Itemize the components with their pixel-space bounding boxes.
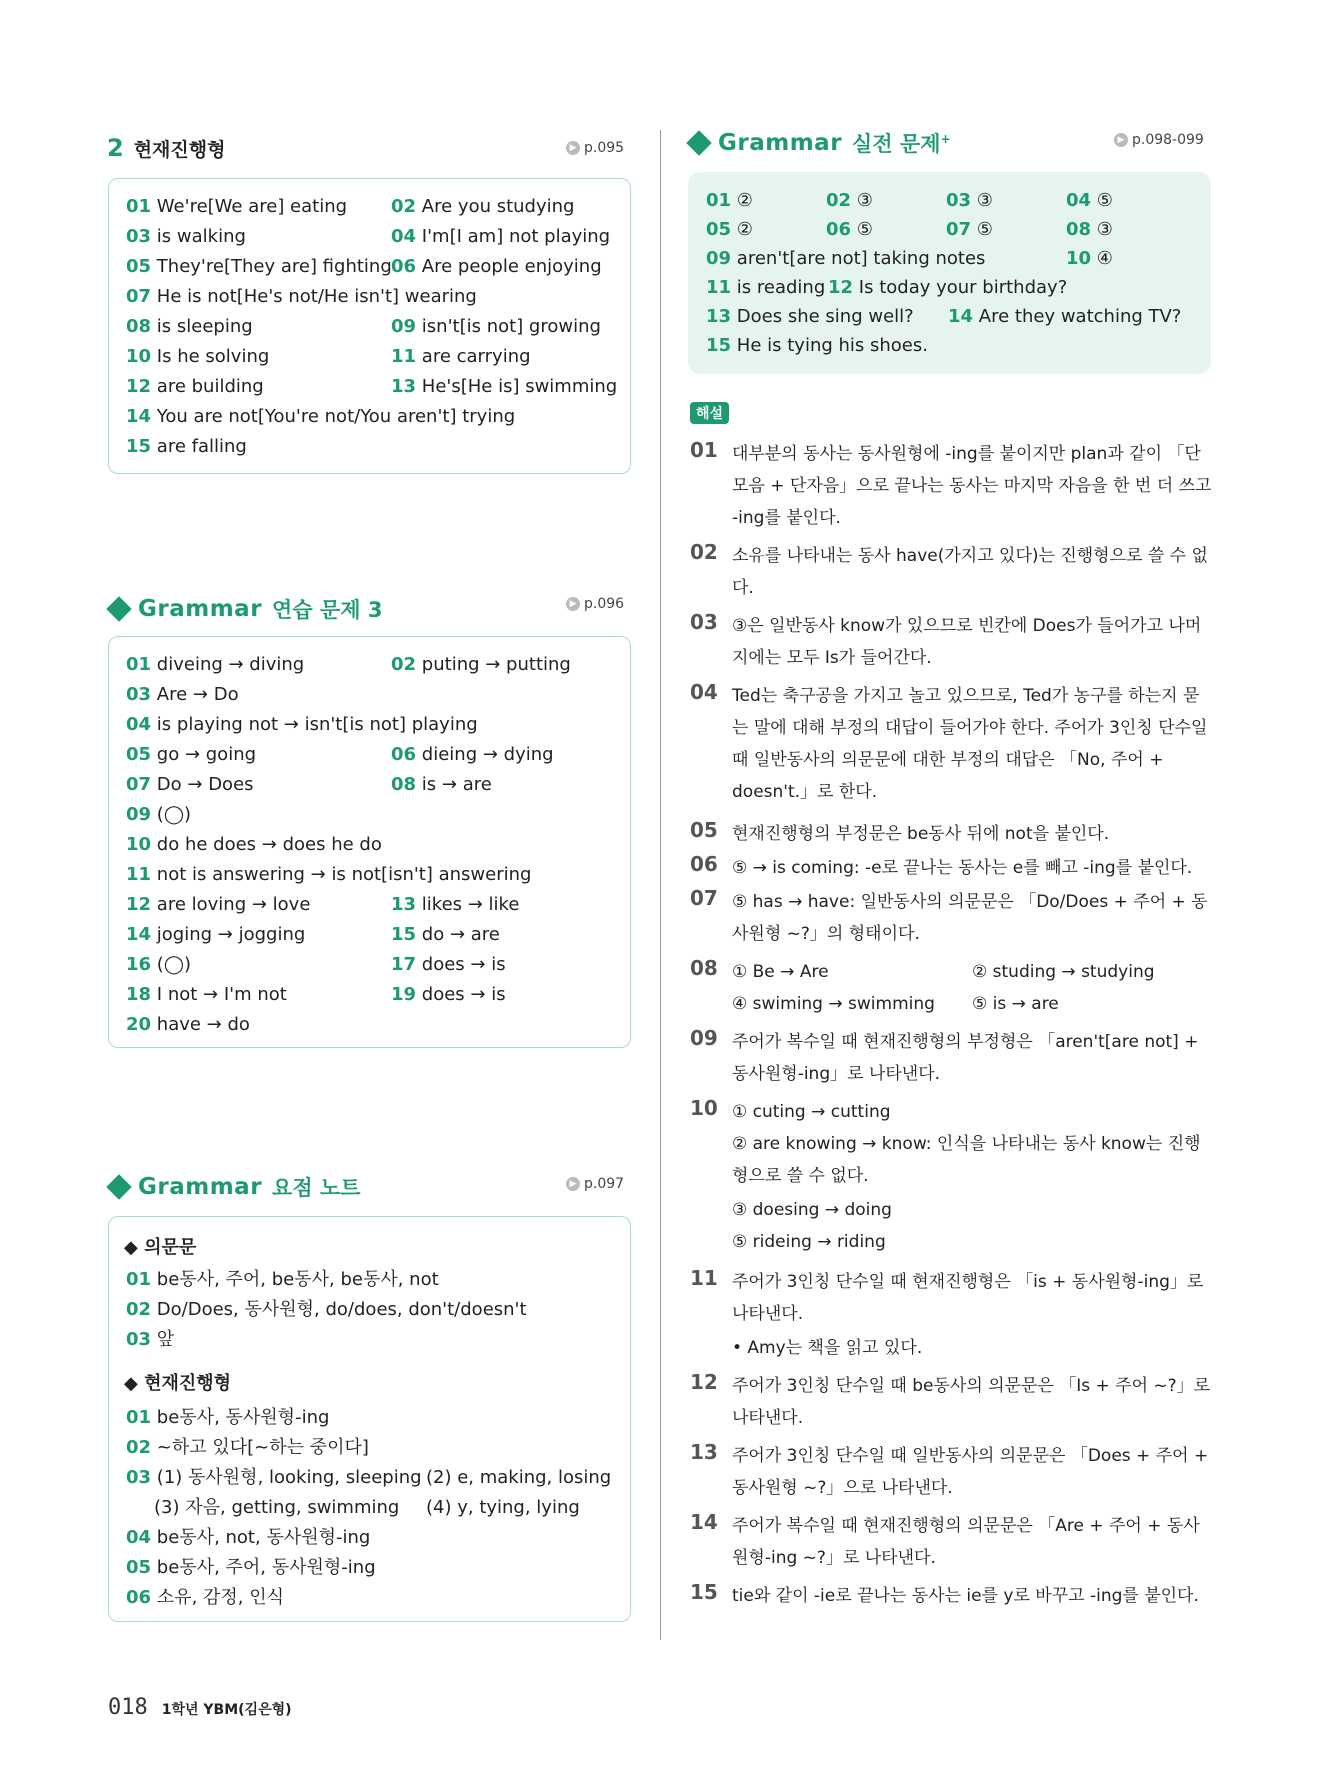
page-number: 018 — [108, 1695, 148, 1720]
list-item: 10 do he does → does he do — [126, 834, 382, 855]
practice-answer-box — [108, 636, 631, 1048]
list-item: 05 They're[They are] fighting — [126, 256, 392, 277]
notes-subheading-questions: ◆ 의문문 — [124, 1237, 197, 1258]
list-item: 18 I not → I'm not — [126, 984, 287, 1005]
real-heading — [690, 128, 951, 158]
diamond-icon — [106, 1174, 131, 1199]
notes-heading — [110, 1172, 361, 1202]
section2-answer-box — [108, 178, 631, 474]
list-item: 08 is sleeping — [126, 316, 253, 337]
list-item: 20 have → do — [126, 1014, 250, 1035]
explanation-item: 14 주어가 복수일 때 현재진행형의 의문문은 「Are + 주어 + 동사원형-ing ~?」로 나타낸다. — [690, 1510, 1200, 1568]
list-item: 04 is playing not → isn't[is not] playing — [126, 714, 478, 735]
section2-pageref: ▶ p.095 — [566, 140, 624, 156]
notes-subheading-progressive: ◆ 현재진행형 — [124, 1373, 232, 1394]
diamond-icon — [106, 596, 131, 621]
column-divider — [660, 130, 661, 1640]
real-answer-box — [688, 172, 1211, 374]
list-item: 11 is reading — [706, 277, 826, 298]
real-pageref: ▶ p.098-099 — [1114, 132, 1204, 148]
book-title: 1학년 YBM(김은형) — [161, 1702, 292, 1718]
list-item: 14 You are not[You're not/You aren't] trying — [126, 406, 516, 427]
explanation-item: 15 tie와 같이 -ie로 끝나는 동사는 ie를 y로 바꾸고 -ing를 붙인다. — [690, 1580, 1199, 1606]
list-item: (3) 자음, getting, swimming — [154, 1497, 400, 1518]
list-item: 13 likes → like — [391, 894, 520, 915]
list-item: 01 We're[We are] eating — [126, 196, 348, 217]
list-item: 12 Is today your birthday? — [828, 277, 1068, 298]
diamond-icon — [686, 130, 711, 155]
list-item: 05 be동사, 주어, 동사원형-ing — [126, 1557, 376, 1578]
list-item: 17 does → is — [391, 954, 506, 975]
list-item: 03 앞 — [126, 1329, 175, 1350]
list-item: 04 be동사, not, 동사원형-ing — [126, 1527, 371, 1548]
list-item: 15 do → are — [391, 924, 500, 945]
explanation-item: 11 주어가 3인칭 단수일 때 현재진행형은 「is + 동사원형-ing」로 나타낸다. • Amy는 책을 읽고 있다. — [690, 1266, 1204, 1358]
explanation-item: 12 주어가 3인칭 단수일 때 be동사의 의문문은 「Is + 주어 ~?」로 나타낸다. — [690, 1370, 1211, 1428]
list-item: 02 Do/Does, 동사원형, do/does, don't/doesn't — [126, 1299, 527, 1320]
list-item: (4) y, tying, lying — [426, 1497, 580, 1518]
list-item: 03 Are → Do — [126, 684, 239, 705]
explanation-item: 05 현재진행형의 부정문은 be동사 뒤에 not을 붙인다. — [690, 818, 1110, 844]
list-item: 19 does → is — [391, 984, 506, 1005]
arrow-right-icon: ▶ — [566, 141, 580, 155]
explanation-item: 10 ① cuting → cutting ② are knowing → know: 인식을 나타내는 동사 know는 진행형으로 쓸 수 없다. ③ doesing → doing ⑤ rideing → riding — [690, 1096, 1201, 1252]
list-item: 01 be동사, 동사원형-ing — [126, 1407, 330, 1428]
list-item: 07 He is not[He's not/He isn't] wearing — [126, 286, 477, 307]
list-item: 09 isn't[is not] growing — [391, 316, 601, 337]
explanation-item: 02 소유를 나타내는 동사 have(가지고 있다)는 진행형으로 쓸 수 없다. — [690, 540, 1208, 598]
list-item: 04 I'm[I am] not playing — [391, 226, 611, 247]
practice-pageref: ▶ p.096 — [566, 596, 624, 612]
arrow-right-icon: ▶ — [566, 597, 580, 611]
list-item: 04 ⑤ — [1066, 190, 1113, 211]
arrow-right-icon: ▶ — [1114, 133, 1128, 147]
real-title: 실전 문제+ — [852, 132, 951, 156]
notes-title: 요점 노트 — [272, 1176, 361, 1200]
list-item: 08 ③ — [1066, 219, 1113, 240]
list-item: 16 (◯) — [126, 954, 191, 975]
section2-heading — [107, 134, 225, 162]
explanation-item: 04 Ted는 축구공을 가지고 놀고 있으므로, Ted가 농구를 하는지 묻는 말에 대해 부정의 대답이 들어가야 한다. 주어가 3인칭 단수일 때 일반동사의 의문문에 대한 부정의 대답은 「No, 주어 + doesn't.」로 한다. — [690, 680, 1208, 802]
section2-title: 현재진행형 — [133, 138, 226, 161]
practice-heading — [110, 594, 382, 624]
list-item: 14 Are they watching TV? — [948, 306, 1182, 327]
list-item: 06 Are people enjoying — [391, 256, 602, 277]
list-item: 07 Do → Does — [126, 774, 254, 795]
list-item: 10 ④ — [1066, 248, 1113, 269]
list-item: 02 ~하고 있다[~하는 중이다] — [126, 1437, 369, 1458]
list-item: 05 go → going — [126, 744, 257, 765]
explanation-item: 09 주어가 복수일 때 현재진행형의 부정형은 「aren't[are not] + 동사원형-ing」로 나타낸다. — [690, 1026, 1199, 1084]
section2-number: 2 — [107, 134, 124, 162]
list-item: 09 aren't[are not] taking notes — [706, 248, 986, 269]
explanation-item: 03 ③은 일반동사 know가 있으므로 빈칸에 Does가 들어가고 나머지에는 모두 Is가 들어간다. — [690, 610, 1202, 668]
list-item: 07 ⑤ — [946, 219, 993, 240]
list-item: 02 puting → putting — [391, 654, 571, 675]
list-item: 06 ⑤ — [826, 219, 873, 240]
explanation-item: 06 ⑤ → is coming: -e로 끝나는 동사는 e를 빼고 -ing를 붙인다. — [690, 852, 1193, 878]
list-item: 02 ③ — [826, 190, 873, 211]
list-item: 02 Are you studying — [391, 196, 575, 217]
list-item: 09 (◯) — [126, 804, 191, 825]
list-item: 10 Is he solving — [126, 346, 270, 367]
list-item: 06 dieing → dying — [391, 744, 554, 765]
notes-box — [108, 1216, 631, 1622]
grammar-logo: Grammar — [138, 1174, 263, 1200]
list-item: 01 ② — [706, 190, 753, 211]
explanation-item: 13 주어가 3인칭 단수일 때 일반동사의 의문문은 「Does + 주어 + 동사원형 ~?」으로 나타낸다. — [690, 1440, 1209, 1498]
explanation-item: 01 대부분의 동사는 동사원형에 -ing를 붙이지만 plan과 같이 「단모음 + 단자음」으로 끝나는 동사는 마지막 자음을 한 번 더 쓰고 -ing를 붙인다. — [690, 438, 1212, 528]
list-item: 06 소유, 감정, 인식 — [126, 1587, 285, 1608]
list-item: 11 not is answering → is not[isn't] answering — [126, 864, 532, 885]
notes-pageref: ▶ p.097 — [566, 1176, 624, 1192]
list-item: 12 are loving → love — [126, 894, 311, 915]
list-item: 03 is walking — [126, 226, 246, 247]
list-item: 15 are falling — [126, 436, 247, 457]
list-item: 03 (1) 동사원형, looking, sleeping — [126, 1467, 422, 1488]
list-item: 01 be동사, 주어, be동사, be동사, not — [126, 1269, 439, 1290]
list-item: 11 are carrying — [391, 346, 531, 367]
explanation-badge: 해설 — [690, 402, 729, 424]
grammar-logo: Grammar — [138, 596, 263, 622]
list-item: (2) e, making, losing — [426, 1467, 612, 1488]
list-item: 15 He is tying his shoes. — [706, 335, 928, 356]
explanation-item: 08 ① Be → Are ② studing → studying ④ swiming → swimming ⑤ is → are — [690, 956, 1155, 1014]
list-item: 14 joging → jogging — [126, 924, 306, 945]
arrow-right-icon: ▶ — [566, 1177, 580, 1191]
practice-title: 연습 문제 3 — [272, 598, 383, 622]
list-item: 13 Does she sing well? — [706, 306, 914, 327]
list-item: 13 He's[He is] swimming — [391, 376, 618, 397]
page-footer — [108, 1695, 292, 1720]
list-item: 12 are building — [126, 376, 264, 397]
explanation-item: 07 ⑤ has → have: 일반동사의 의문문은 「Do/Does + 주어 + 동사원형 ~?」의 형태이다. — [690, 886, 1208, 944]
list-item: 05 ② — [706, 219, 753, 240]
list-item: 08 is → are — [391, 774, 492, 795]
list-item: 03 ③ — [946, 190, 993, 211]
grammar-logo: Grammar — [718, 130, 843, 156]
list-item: 01 diveing → diving — [126, 654, 305, 675]
